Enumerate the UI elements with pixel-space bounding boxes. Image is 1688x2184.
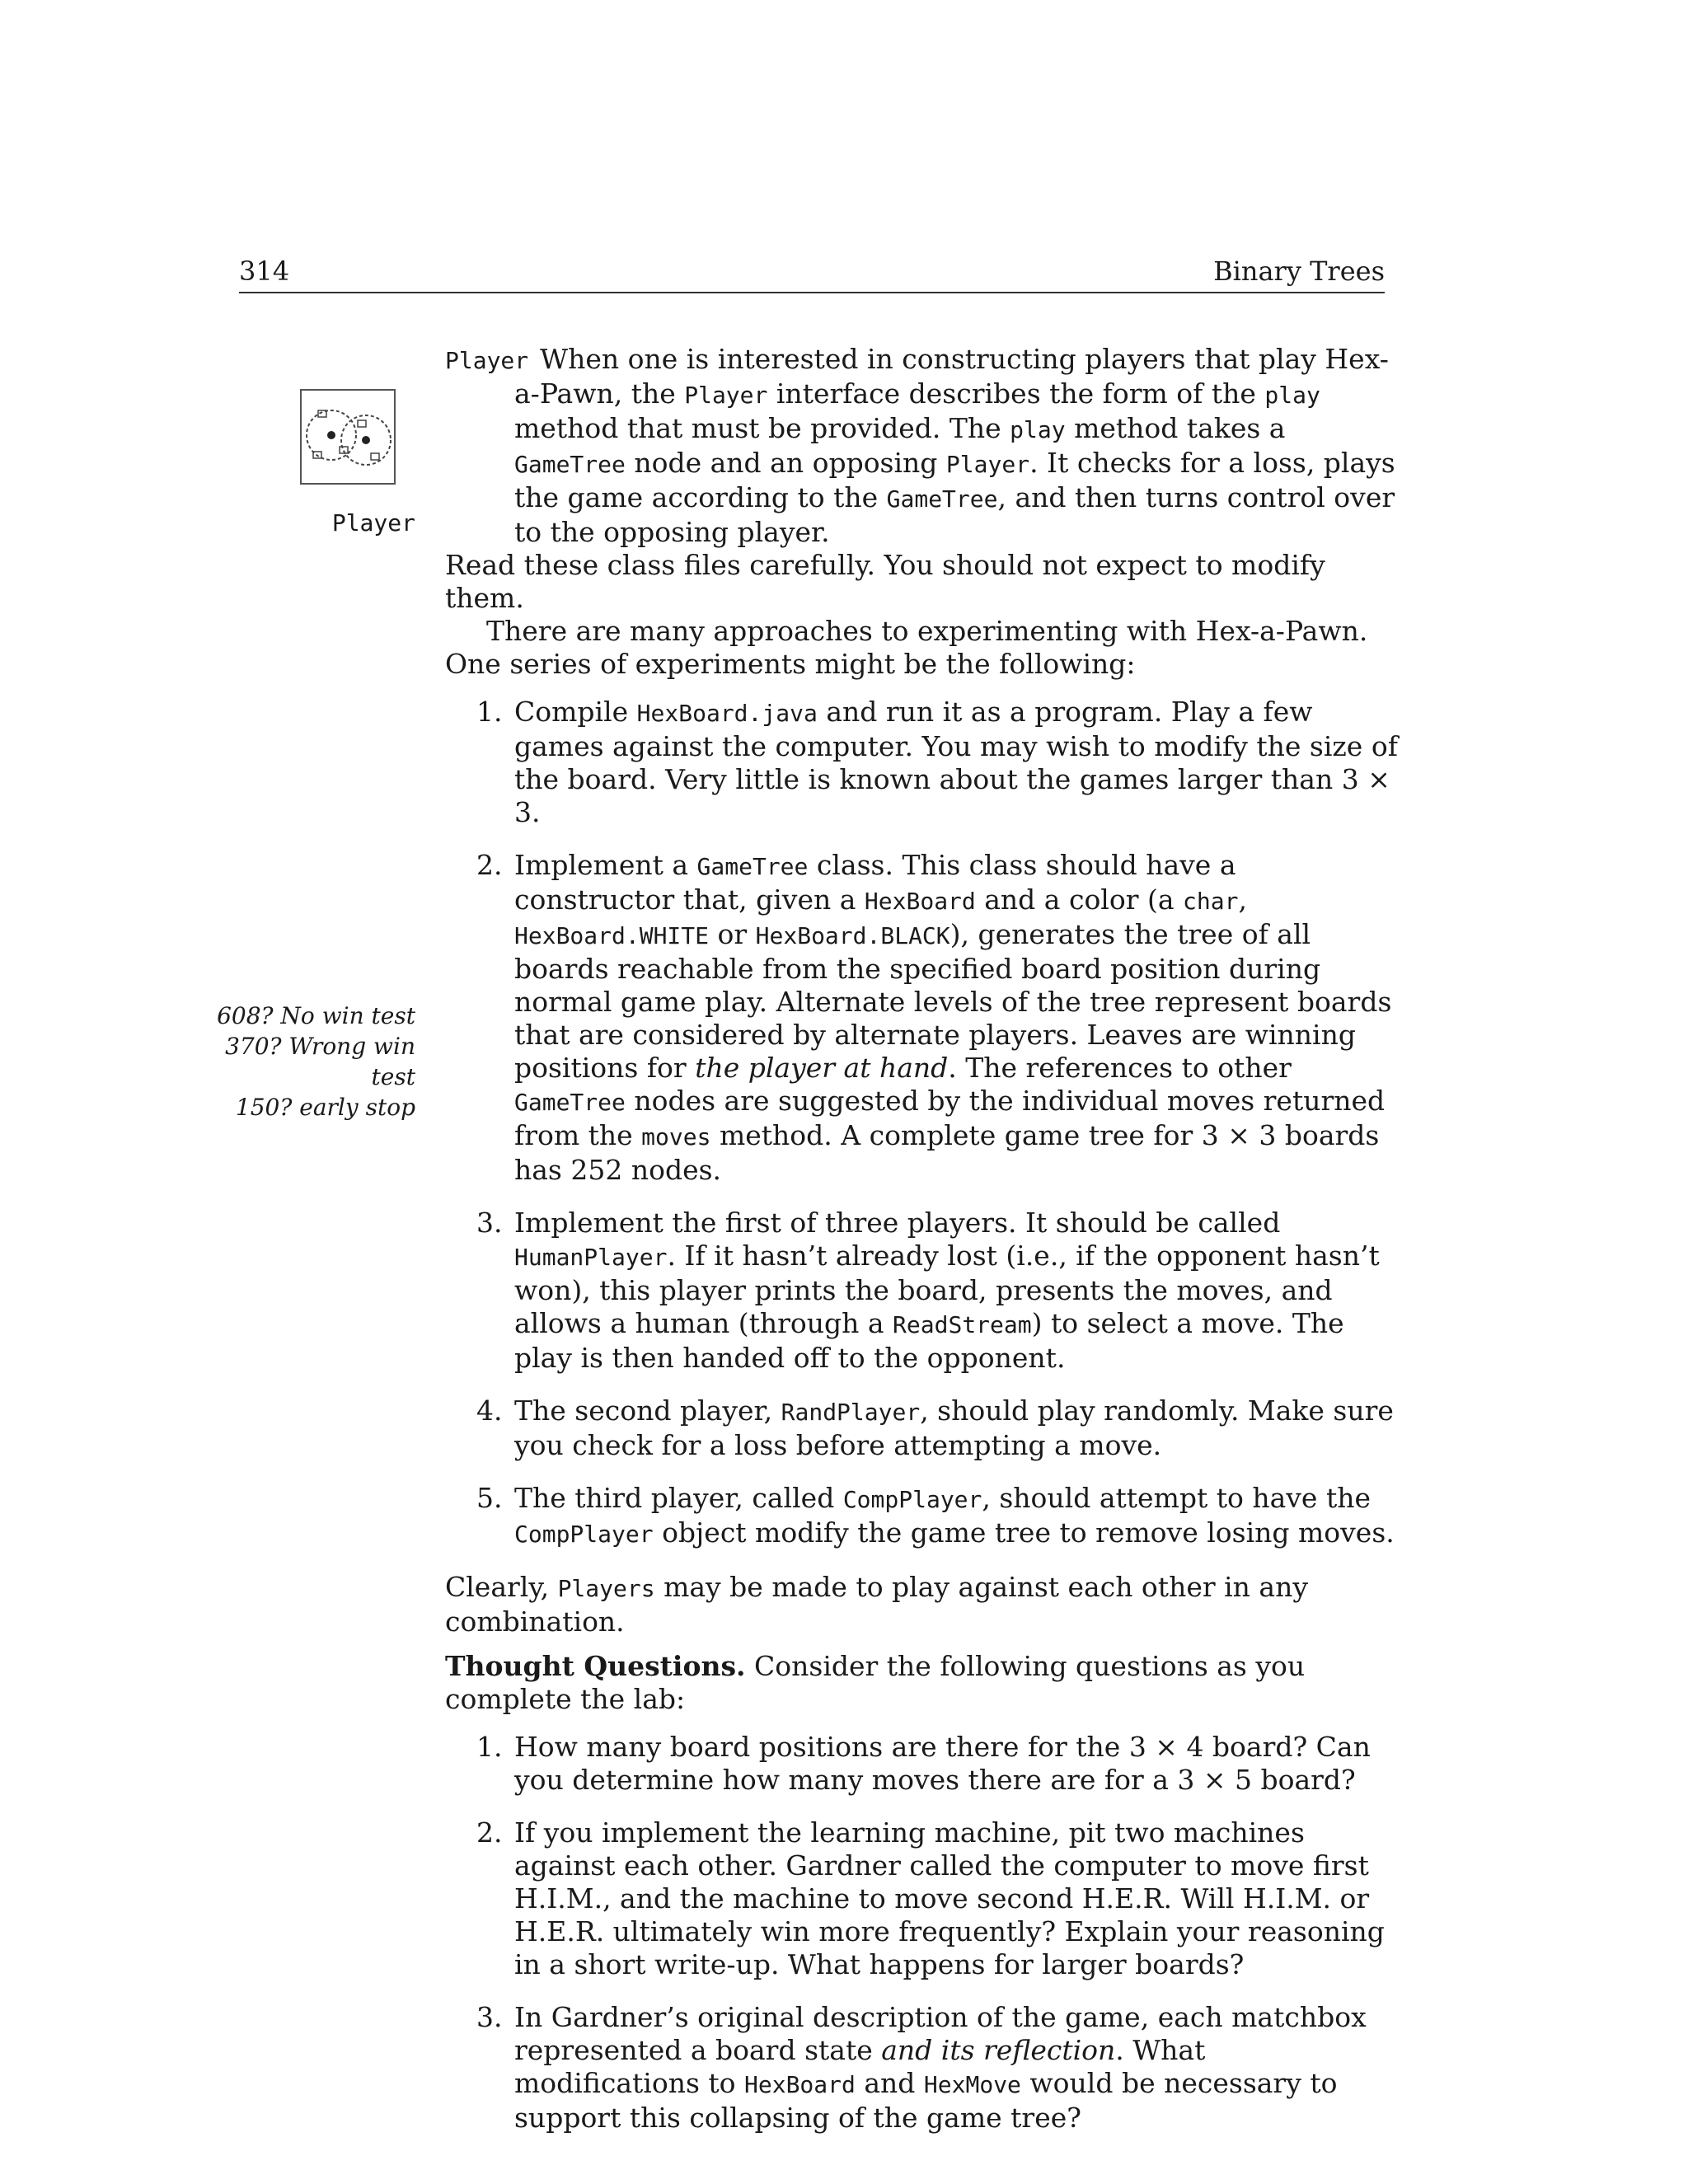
margin-label: Player xyxy=(331,509,415,537)
page-number: 314 xyxy=(239,255,290,287)
intro-paragraph: There are many approaches to experimenting with Hex-a-Pawn. One series of experiments might be the following: xyxy=(445,615,1368,680)
list-item: 1. Compile HexBoard.java and run it as a program. Play a few games against the computer. You may wish to modify the size of the board. Very little is known about the games larger than 3 × 3. xyxy=(476,696,1398,828)
margin-notes xyxy=(214,1001,415,1122)
experiment-list xyxy=(445,696,1398,1551)
description-term: Player xyxy=(445,347,529,374)
list-item: 5. The third player, called CompPlayer, should attempt to have the CompPlayer object modify the game tree to remove losing moves. xyxy=(476,1482,1395,1549)
margin-note: 370? Wrong win test xyxy=(225,1033,415,1090)
margin-note: 150? early stop xyxy=(235,1094,415,1121)
list-item: 3. Implement the first of three players. It should be called HumanPlayer. If it hasn’t already lost (i.e., if the opponent hasn’t won), this player prints the board, presents the moves, and allows a human (through a ReadStream) to select a move. The play is then handed off to the opponent. xyxy=(476,1207,1380,1374)
list-item: 4. The second player, RandPlayer, should play randomly. Make sure you check for a loss before attempting a move. xyxy=(476,1394,1394,1461)
main-text xyxy=(445,343,1398,2154)
thought-questions: Thought Questions. Consider the following questions as you complete the lab: xyxy=(445,1650,1306,1715)
margin-note: 608? No win test xyxy=(217,1002,415,1029)
running-title: Binary Trees xyxy=(1213,255,1385,287)
gears-icon xyxy=(300,389,396,485)
closing-paragraph: Clearly, Players may be made to play against each other in any combination. xyxy=(445,1571,1308,1638)
list-item: 2. Implement a GameTree class. This class should have a constructor that, given a HexBoard and a color (a char, HexBoard.WHITE or HexBoard.BLACK), generates the tree of all boards reachable from the specified board position during normal game play. Alternate levels of the tree represent boards that are considered by alternate players. Leaves are winning positions for the player at hand. The references to other GameTree nodes are suggested by the individual moves returned from the moves method. A complete game tree for 3 × 3 boards has 252 nodes. xyxy=(476,849,1392,1186)
thought-heading: Thought Questions. xyxy=(445,1650,746,1682)
question-list xyxy=(445,1731,1398,2135)
intro-paragraph: Read these class files carefully. You should not expect to modify them. xyxy=(445,549,1325,614)
list-item: 3. In Gardner’s original description of the game, each matchbox represented a board state and its reflection. What modifications to HexBoard and HexMove would be necessary to support this collapsing of the game tree? xyxy=(476,2001,1367,2134)
list-item: 1. How many board positions are there for the 3 × 4 board? Can you determine how many moves there are for a 3 × 5 board? xyxy=(476,1731,1371,1796)
list-item: 2. If you implement the learning machine, pit two machines against each other. Gardner called the computer to move first H.I.M., and the machine to move second H.E.R. Will H.I.M. or H.E.R. ultimately win more frequently? Explain your reasoning in a short write-up. What happens for larger boards? xyxy=(476,1816,1385,1980)
page-header xyxy=(239,255,1385,293)
player-description: Player When one is interested in constructing players that play Hex-a-Pawn, the Player interface describes the form of the play method that must be provided. The play method takes a GameTree node and an opposing Player. It checks for a loss, plays the game according to the GameTree, and then turns control over to the opposing player. xyxy=(445,343,1395,548)
